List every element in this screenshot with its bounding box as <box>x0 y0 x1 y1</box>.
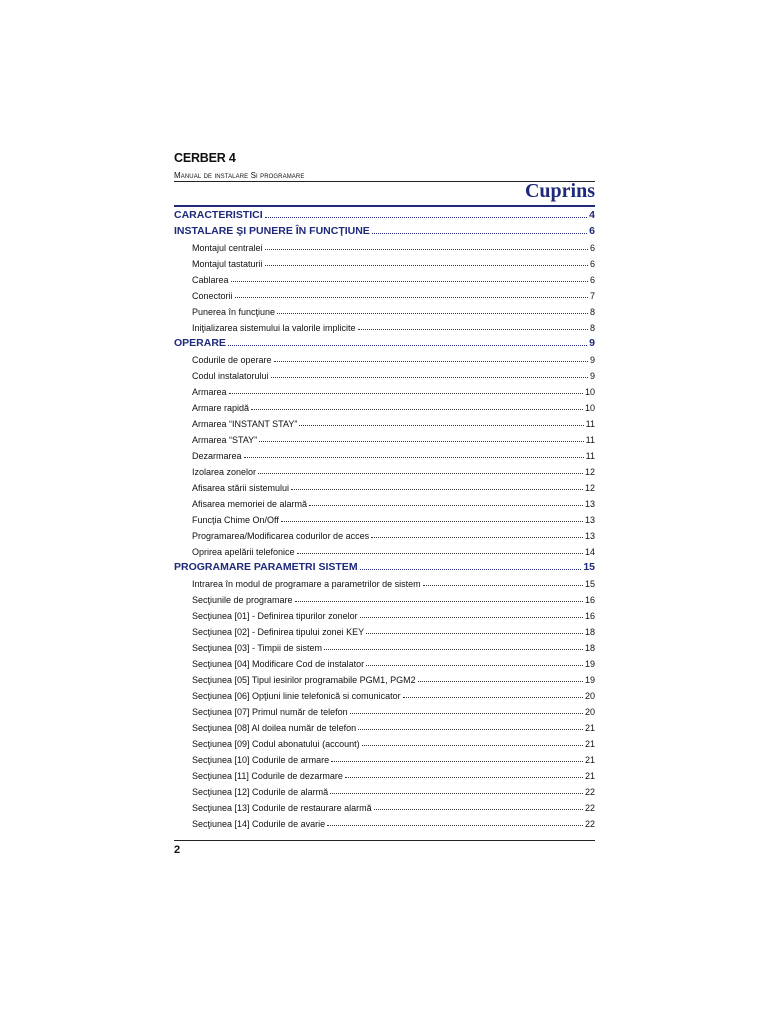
toc-subsection-entry[interactable] <box>174 319 595 333</box>
toc-page-number: 12 <box>584 467 595 477</box>
dot-leader <box>265 248 588 250</box>
toc-subsection-entry[interactable] <box>174 719 595 733</box>
toc-subsection-title: Codurile de operare <box>192 355 272 365</box>
toc-page-number: 8 <box>589 307 595 317</box>
dot-leader <box>374 808 583 810</box>
toc-section-title: PROGRAMARE PARAMETRI SISTEM <box>174 561 358 573</box>
dot-leader <box>345 776 583 778</box>
toc-section-title: INSTALARE ŞI PUNERE ÎN FUNCŢIUNE <box>174 225 370 237</box>
toc-subsection-entry[interactable] <box>174 287 595 301</box>
document-subtitle: Manual de instalare Si programare <box>174 171 305 180</box>
toc-subsection-entry[interactable] <box>174 735 595 749</box>
dot-leader <box>259 440 583 442</box>
toc-page-number: 20 <box>584 707 595 717</box>
dot-leader <box>228 344 587 346</box>
dot-leader <box>350 712 583 714</box>
dot-leader <box>366 632 583 634</box>
toc-subsection-entry[interactable] <box>174 367 595 381</box>
dot-leader <box>277 312 588 314</box>
toc-subsection-title: Secţiunea [07] Primul număr de telefon <box>192 707 348 717</box>
toc-subsection-entry[interactable] <box>174 447 595 461</box>
dot-leader <box>251 408 583 410</box>
toc-subsection-entry[interactable] <box>174 655 595 669</box>
toc-page-number: 13 <box>584 531 595 541</box>
document-title: CERBER 4 <box>174 151 236 165</box>
dot-leader <box>297 552 583 554</box>
toc-page-number: 4 <box>589 209 595 221</box>
dot-leader <box>281 520 583 522</box>
toc-subsection-entry[interactable] <box>174 783 595 797</box>
dot-leader <box>244 456 584 458</box>
toc-subsection-title: Secţiunea [04] Modificare Cod de instalator <box>192 659 365 669</box>
toc-subsection-entry[interactable] <box>174 303 595 317</box>
toc-page-number: 15 <box>584 579 595 589</box>
toc-subsection-entry[interactable] <box>174 751 595 765</box>
toc-page-number: 11 <box>585 419 595 429</box>
toc-page-number: 13 <box>584 515 595 525</box>
dot-leader <box>362 744 583 746</box>
dot-leader <box>295 600 583 602</box>
toc-subsection-title: Secţiunea [08] Al doilea număr de telefon <box>192 723 357 733</box>
toc-subsection-title: Afisarea stării sistemului <box>192 483 290 493</box>
toc-section-entry[interactable] <box>174 559 595 573</box>
toc-subsection-title: Programarea/Modificarea codurilor de acces <box>192 531 370 541</box>
toc-subsection-entry[interactable] <box>174 687 595 701</box>
dot-leader <box>229 392 583 394</box>
dot-leader <box>358 728 583 730</box>
toc-subsection-title: Izolarea zonelor <box>192 467 257 477</box>
toc-subsection-entry[interactable] <box>174 399 595 413</box>
dot-leader <box>360 568 582 570</box>
toc-page-number: 19 <box>584 675 595 685</box>
dot-leader <box>291 488 583 490</box>
toc-subsection-entry[interactable] <box>174 239 595 253</box>
toc-subsection-entry[interactable] <box>174 271 595 285</box>
toc-page-number: 21 <box>584 723 595 733</box>
toc-page-number: 13 <box>584 499 595 509</box>
toc-subsection-title: Afisarea memoriei de alarmă <box>192 499 308 509</box>
toc-subsection-entry[interactable] <box>174 703 595 717</box>
toc-subsection-title: Punerea în funcţiune <box>192 307 276 317</box>
dot-leader <box>358 328 588 330</box>
dot-leader <box>258 472 583 474</box>
dot-leader <box>265 216 587 218</box>
toc-subsection-title: Cablarea <box>192 275 229 285</box>
toc-page-number: 8 <box>589 323 595 333</box>
toc-page-number: 12 <box>584 483 595 493</box>
toc-subsection-title: Armarea <box>192 387 227 397</box>
toc-page-number: 21 <box>584 755 595 765</box>
toc-page-number: 9 <box>589 355 595 365</box>
toc-subsection-entry[interactable] <box>174 479 595 493</box>
toc-subsection-entry[interactable] <box>174 671 595 685</box>
toc-subsection-entry[interactable] <box>174 575 595 589</box>
toc-subsection-entry[interactable] <box>174 383 595 397</box>
toc-page-number: 22 <box>584 803 595 813</box>
toc-subsection-title: Dezarmarea <box>192 451 242 461</box>
toc-section-entry[interactable] <box>174 207 595 221</box>
toc-page-number: 16 <box>584 611 595 621</box>
toc-subsection-title: Montajul tastaturii <box>192 259 263 269</box>
manual-page <box>174 0 595 1024</box>
toc-subsection-entry[interactable] <box>174 431 595 445</box>
toc-page-number: 9 <box>589 371 595 381</box>
toc-subsection-entry[interactable] <box>174 607 595 621</box>
toc-subsection-entry[interactable] <box>174 495 595 509</box>
toc-subsection-entry[interactable] <box>174 543 595 557</box>
toc-subsection-title: Conectorii <box>192 291 233 301</box>
toc-subsection-title: Montajul centralei <box>192 243 263 253</box>
dot-leader <box>309 504 583 506</box>
toc-section-entry[interactable] <box>174 223 595 237</box>
toc-subsection-title: Secţiunea [02] - Definirea tipului zonei KEY <box>192 627 365 637</box>
toc-page-number: 18 <box>584 643 595 653</box>
toc-subsection-entry[interactable] <box>174 799 595 813</box>
toc-page-number: 6 <box>589 225 595 237</box>
dot-leader <box>265 264 588 266</box>
toc-subsection-title: Secţiunea [14] Codurile de avarie <box>192 819 326 829</box>
toc-subsection-title: Intrarea în modul de programare a parametrilor de sistem <box>192 579 421 589</box>
toc-subsection-entry[interactable] <box>174 527 595 541</box>
toc-subsection-entry[interactable] <box>174 591 595 605</box>
footer-divider <box>174 840 595 841</box>
dot-leader <box>418 680 583 682</box>
toc-section-title: CARACTERISTICI <box>174 209 263 221</box>
toc-page-number: 11 <box>585 451 595 461</box>
toc-heading: Cuprins <box>524 180 595 202</box>
toc-subsection-title: Armarea “INSTANT STAY” <box>192 419 298 429</box>
toc-subsection-entry[interactable] <box>174 639 595 653</box>
toc-page-number: 22 <box>584 819 595 829</box>
toc-page-number: 20 <box>584 691 595 701</box>
toc-subsection-title: Secţiunea [05] Tipul iesirilor programabile PGM1, PGM2 <box>192 675 416 685</box>
dot-leader <box>327 824 583 826</box>
dot-leader <box>366 664 583 666</box>
toc-page-number: 6 <box>589 275 595 285</box>
toc-subsection-title: Secţiunea [06] Opţiuni linie telefonică si comunicator <box>192 691 401 701</box>
toc-subsection-title: Secţiunea [13] Codurile de restaurare alarmă <box>192 803 372 813</box>
dot-leader <box>299 424 583 426</box>
toc-page-number: 21 <box>584 739 595 749</box>
dot-leader <box>235 296 588 298</box>
toc-page-number: 9 <box>589 337 595 349</box>
toc-page-number: 14 <box>584 547 595 557</box>
toc-subsection-entry[interactable] <box>174 815 595 829</box>
toc-subsection-title: Secţiunea [11] Codurile de dezarmare <box>192 771 343 781</box>
toc-page-number: 16 <box>584 595 595 605</box>
toc-page-number: 15 <box>583 561 595 573</box>
toc-subsection-title: Oprirea apelării telefonice <box>192 547 295 557</box>
dot-leader <box>360 616 583 618</box>
toc-subsection-title: Armarea “STAY” <box>192 435 258 445</box>
toc-subsection-title: Secţiunile de programare <box>192 595 293 605</box>
toc-subsection-title: Secţiunea [12] Codurile de alarmă <box>192 787 329 797</box>
dot-leader <box>271 376 588 378</box>
toc-subsection-entry[interactable] <box>174 623 595 637</box>
toc-subsection-title: Secţiunea [09] Codul abonatului (account) <box>192 739 360 749</box>
toc-page-number: 22 <box>584 787 595 797</box>
toc-subsection-title: Funcţia Chime On/Off <box>192 515 279 525</box>
toc-page-number: 18 <box>584 627 595 637</box>
dot-leader <box>371 536 583 538</box>
dot-leader <box>403 696 583 698</box>
toc-subsection-title: Secţiunea [01] - Definirea tipurilor zonelor <box>192 611 358 621</box>
toc-section-title: OPERARE <box>174 337 226 349</box>
toc-page-number: 7 <box>589 291 595 301</box>
toc-page-number: 19 <box>584 659 595 669</box>
toc-subsection-entry[interactable] <box>174 463 595 477</box>
toc-subsection-entry[interactable] <box>174 255 595 269</box>
toc-subsection-title: Codul instalatorului <box>192 371 269 381</box>
toc-subsection-entry[interactable] <box>174 511 595 525</box>
dot-leader <box>274 360 588 362</box>
toc-subsection-title: Armare rapidă <box>192 403 250 413</box>
dot-leader <box>324 648 583 650</box>
toc-section-entry[interactable] <box>174 335 595 349</box>
toc-subsection-title: Secţiunea [03] - Timpii de sistem <box>192 643 323 653</box>
toc-subsection-title: Iniţializarea sistemului la valorile implicite <box>192 323 356 333</box>
toc-page-number: 11 <box>585 435 595 445</box>
toc-page-number: 10 <box>584 387 595 397</box>
toc-subsection-entry[interactable] <box>174 415 595 429</box>
toc-subsection-title: Secţiunea [10] Codurile de armare <box>192 755 330 765</box>
dot-leader <box>331 760 583 762</box>
toc-page-number: 21 <box>584 771 595 781</box>
toc-page-number: 10 <box>584 403 595 413</box>
dot-leader <box>423 584 583 586</box>
dot-leader <box>231 280 588 282</box>
toc-page-number: 6 <box>589 243 595 253</box>
toc-page-number: 6 <box>589 259 595 269</box>
dot-leader <box>330 792 583 794</box>
toc-subsection-entry[interactable] <box>174 767 595 781</box>
toc-subsection-entry[interactable] <box>174 351 595 365</box>
page-number: 2 <box>174 844 181 856</box>
dot-leader <box>372 232 587 234</box>
